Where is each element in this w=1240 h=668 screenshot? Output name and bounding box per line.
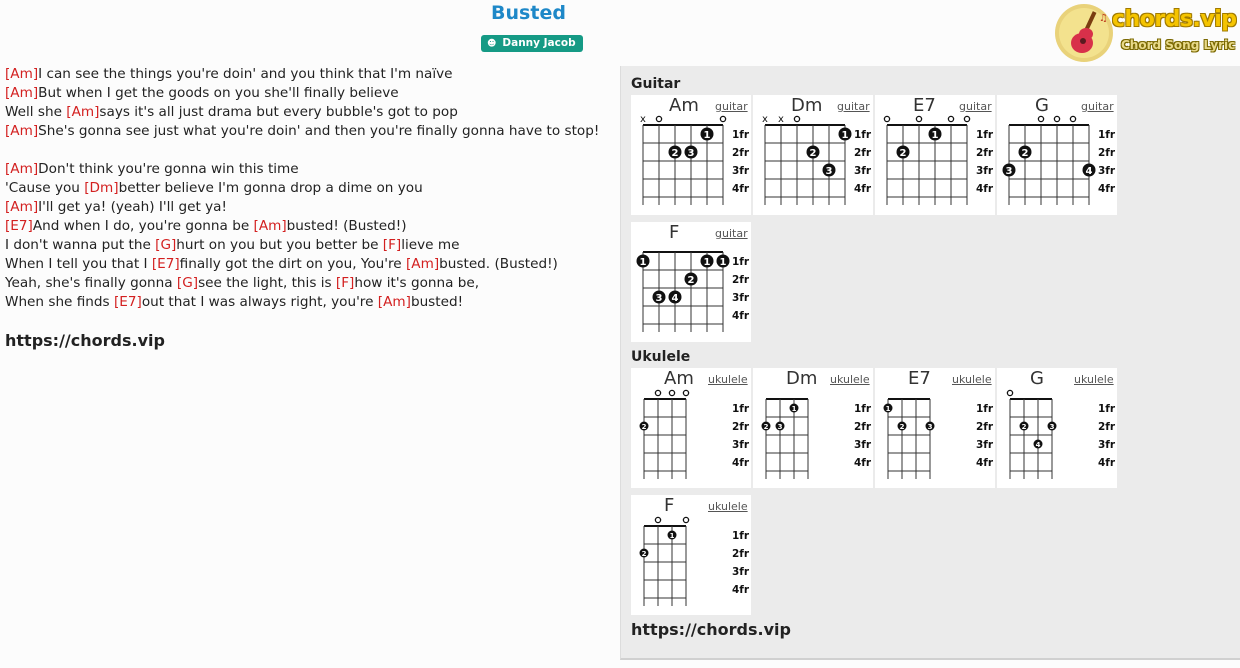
finger-number: 3 xyxy=(687,148,695,159)
chord-diagrams-panel xyxy=(620,66,1240,660)
finger-number: 1 xyxy=(703,130,711,141)
lyric-line xyxy=(5,274,605,293)
finger-number: 4 xyxy=(671,293,679,304)
lyric-text: busted! xyxy=(410,294,464,310)
fret-label: 4fr xyxy=(854,457,872,469)
chord-diagram xyxy=(631,495,751,615)
lyric-text: busted. (Busted!) xyxy=(439,256,558,272)
finger-number: 1 xyxy=(791,405,797,413)
chord-name: E7 xyxy=(913,95,936,116)
chord-name: Am xyxy=(669,95,699,116)
muted-string-marker: x xyxy=(778,114,784,125)
finger-number: 1 xyxy=(703,257,711,268)
fret-label: 2fr xyxy=(976,421,994,433)
instrument-link[interactable]: ukulele xyxy=(952,373,992,386)
logo-text: chords.vip xyxy=(1112,7,1237,32)
finger-number: 1 xyxy=(885,405,891,413)
finger-number: 2 xyxy=(809,148,817,159)
chord-marker[interactable]: [Am] xyxy=(66,104,100,120)
open-string-marker xyxy=(683,390,688,395)
chord-marker[interactable]: [Am] xyxy=(5,66,39,82)
fret-label: 4fr xyxy=(732,457,750,469)
instrument-link[interactable]: ukulele xyxy=(708,373,748,386)
blank-line xyxy=(5,141,605,160)
finger-number: 2 xyxy=(899,423,905,431)
chord-marker[interactable]: [F] xyxy=(382,237,402,253)
lyric-text: I don't wanna put the xyxy=(5,237,156,253)
lyric-text: Don't think you're gonna win this time xyxy=(38,161,299,177)
guitar-chord-dm[interactable] xyxy=(753,95,873,215)
site-logo[interactable] xyxy=(1055,3,1235,63)
fret-label: 3fr xyxy=(854,165,872,177)
chord-diagram xyxy=(997,368,1117,488)
finger-number: 4 xyxy=(1035,441,1041,449)
open-string-marker xyxy=(655,390,660,395)
lyric-text: busted! (Busted!) xyxy=(286,218,407,234)
instrument-link[interactable]: guitar xyxy=(959,100,992,113)
guitar-logo-icon xyxy=(1055,3,1115,63)
guitar-chord-f[interactable] xyxy=(631,222,751,342)
finger-number: 2 xyxy=(641,550,647,558)
open-string-marker xyxy=(1054,116,1059,121)
chord-name: F xyxy=(669,222,680,243)
instrument-link[interactable]: guitar xyxy=(837,100,870,113)
chord-diagram xyxy=(997,95,1117,215)
chord-name: Dm xyxy=(786,368,818,389)
fret-label: 1fr xyxy=(854,403,872,415)
chord-marker[interactable]: [E7] xyxy=(113,294,142,310)
lyric-line xyxy=(5,217,605,236)
chord-diagram xyxy=(631,222,751,342)
lyric-line xyxy=(5,255,605,274)
lyric-text: finally got the dirt on you, You're xyxy=(179,256,406,272)
chord-marker[interactable]: [Dm] xyxy=(84,180,119,196)
fret-label: 1fr xyxy=(732,256,750,268)
panel-site-link[interactable]: https://chords.vip xyxy=(631,620,791,639)
finger-number: 1 xyxy=(719,257,727,268)
fret-label: 2fr xyxy=(854,147,872,159)
fret-label: 2fr xyxy=(732,274,750,286)
chord-marker[interactable]: [E7] xyxy=(151,256,180,272)
instrument-link[interactable]: ukulele xyxy=(708,500,748,513)
fret-label: 2fr xyxy=(1098,147,1116,159)
finger-number: 4 xyxy=(1085,166,1093,177)
open-string-marker xyxy=(683,517,688,522)
fret-label: 1fr xyxy=(732,530,750,542)
chord-name: G xyxy=(1030,368,1044,389)
lyric-text: She's gonna see just what you're doin' and then you're finally gonna have to stop! xyxy=(38,123,600,139)
finger-number: 1 xyxy=(841,130,849,141)
instrument-link[interactable]: ukulele xyxy=(1074,373,1114,386)
fret-label: 4fr xyxy=(976,457,994,469)
ukulele-chord-g[interactable] xyxy=(997,368,1117,488)
fret-label: 3fr xyxy=(854,439,872,451)
lyric-text: I can see the things you're doin' and you think that I'm naïve xyxy=(38,66,453,82)
finger-number: 1 xyxy=(669,532,675,540)
chord-name: E7 xyxy=(908,368,931,389)
lyric-text: out that I was always right, you're xyxy=(141,294,378,310)
fret-label: 4fr xyxy=(1098,457,1116,469)
lyric-text: Well she xyxy=(5,104,67,120)
chord-name: F xyxy=(664,495,675,516)
fret-label: 3fr xyxy=(1098,439,1116,451)
open-string-marker xyxy=(964,116,969,121)
chord-marker[interactable]: [Am] xyxy=(5,85,39,101)
finger-number: 1 xyxy=(931,130,939,141)
lyric-text: And when I do, you're gonna be xyxy=(32,218,254,234)
lyric-text: lieve me xyxy=(401,237,460,253)
fret-label: 1fr xyxy=(976,129,994,141)
lyric-line xyxy=(5,293,605,312)
instrument-link[interactable]: guitar xyxy=(1081,100,1114,113)
lyric-text: When she finds xyxy=(5,294,114,310)
chord-marker[interactable]: [Am] xyxy=(5,123,39,139)
fret-label: 4fr xyxy=(732,183,750,195)
guitar-chord-g[interactable] xyxy=(997,95,1117,215)
artist-name: Danny Jacob xyxy=(502,37,576,49)
fret-label: 3fr xyxy=(732,439,750,451)
open-string-marker xyxy=(656,116,661,121)
chord-marker[interactable]: [Am] xyxy=(377,294,411,310)
chord-name: G xyxy=(1035,95,1049,116)
chord-marker[interactable]: [F] xyxy=(335,275,355,291)
instrument-link[interactable]: guitar xyxy=(715,100,748,113)
fret-label: 4fr xyxy=(732,584,750,596)
lyric-text: I'll get ya! (yeah) I'll get ya! xyxy=(38,199,227,215)
ukulele-chord-dm[interactable] xyxy=(753,368,873,488)
muted-string-marker: x xyxy=(640,114,646,125)
fret-label: 1fr xyxy=(854,129,872,141)
open-string-marker xyxy=(794,116,799,121)
fret-label: 3fr xyxy=(976,439,994,451)
guitar-chord-am[interactable] xyxy=(631,95,751,215)
finger-number: 3 xyxy=(825,166,833,177)
fret-label: 2fr xyxy=(854,421,872,433)
logo-subtitle: Chord Song Lyric xyxy=(1121,38,1236,52)
guitar-section-title: Guitar xyxy=(631,76,681,92)
fret-label: 3fr xyxy=(976,165,994,177)
instrument-link[interactable]: ukulele xyxy=(830,373,870,386)
chord-name: Dm xyxy=(791,95,823,116)
lyric-line xyxy=(5,122,605,141)
lyric-line xyxy=(5,198,605,217)
open-string-marker xyxy=(669,390,674,395)
fret-label: 2fr xyxy=(732,147,750,159)
lyric-line xyxy=(5,236,605,255)
lyric-text: says it's all just drama but every bubble's got to pop xyxy=(99,104,458,120)
fret-label: 4fr xyxy=(976,183,994,195)
instrument-link[interactable]: guitar xyxy=(715,227,748,240)
finger-number: 3 xyxy=(927,423,933,431)
person-icon: ☻ xyxy=(487,39,497,49)
lyric-line xyxy=(5,84,605,103)
finger-number: 3 xyxy=(1005,166,1013,177)
chord-marker[interactable]: [Am] xyxy=(253,218,287,234)
fret-label: 1fr xyxy=(732,129,750,141)
fret-label: 3fr xyxy=(732,292,750,304)
ukulele-chord-f[interactable] xyxy=(631,495,751,615)
fret-label: 4fr xyxy=(1098,183,1116,195)
lyric-line xyxy=(5,65,605,84)
finger-number: 3 xyxy=(655,293,663,304)
finger-number: 2 xyxy=(1021,423,1027,431)
open-string-marker xyxy=(948,116,953,121)
fret-label: 3fr xyxy=(732,566,750,578)
fret-label: 2fr xyxy=(732,421,750,433)
lyrics-block xyxy=(5,65,605,312)
open-string-marker xyxy=(655,517,660,522)
fret-label: 3fr xyxy=(732,165,750,177)
fret-label: 1fr xyxy=(1098,403,1116,415)
lyric-line xyxy=(5,179,605,198)
open-string-marker xyxy=(720,116,725,121)
fret-label: 1fr xyxy=(732,403,750,415)
open-string-marker xyxy=(1070,116,1075,121)
ukulele-section-title: Ukulele xyxy=(631,349,691,365)
song-title: Busted xyxy=(491,2,566,24)
chord-marker[interactable]: [G] xyxy=(176,275,199,291)
open-string-marker xyxy=(916,116,921,121)
open-string-marker xyxy=(884,116,889,121)
chord-marker[interactable]: [Am] xyxy=(5,161,39,177)
ukulele-chord-am[interactable] xyxy=(631,368,751,488)
lyric-text: how it's gonna be, xyxy=(354,275,480,291)
finger-number: 2 xyxy=(763,423,769,431)
chord-diagram xyxy=(875,368,995,488)
lyric-text: 'Cause you xyxy=(5,180,85,196)
fret-label: 4fr xyxy=(732,310,750,322)
finger-number: 2 xyxy=(641,423,647,431)
chord-marker[interactable]: [Am] xyxy=(406,256,440,272)
lyric-text: When I tell you that I xyxy=(5,256,152,272)
chord-marker[interactable]: [E7] xyxy=(5,218,33,234)
fret-label: 4fr xyxy=(854,183,872,195)
ukulele-chord-e7[interactable] xyxy=(875,368,995,488)
fret-label: 1fr xyxy=(1098,129,1116,141)
chord-marker[interactable]: [Am] xyxy=(5,199,39,215)
open-string-marker xyxy=(1007,390,1012,395)
lyric-text: But when I get the goods on you she'll finally believe xyxy=(38,85,399,101)
chord-marker[interactable]: [G] xyxy=(155,237,177,253)
finger-number: 3 xyxy=(777,423,783,431)
fret-label: 2fr xyxy=(976,147,994,159)
finger-number: 2 xyxy=(687,275,695,286)
site-link[interactable]: https://chords.vip xyxy=(5,331,165,350)
svg-text:♫: ♫ xyxy=(1099,13,1108,24)
lyric-text: better believe I'm gonna drop a dime on you xyxy=(118,180,423,196)
fret-label: 3fr xyxy=(1098,165,1116,177)
lyric-text: hurt on you but you better be xyxy=(176,237,383,253)
finger-number: 2 xyxy=(671,148,679,159)
artist-badge[interactable] xyxy=(481,35,583,52)
muted-string-marker: x xyxy=(762,114,768,125)
fret-label: 1fr xyxy=(976,403,994,415)
chord-name: Am xyxy=(664,368,694,389)
finger-number: 3 xyxy=(1049,423,1055,431)
lyric-text: see the light, this is xyxy=(198,275,336,291)
lyric-text: Yeah, she's finally gonna xyxy=(5,275,177,291)
open-string-marker xyxy=(1038,116,1043,121)
guitar-chord-e7[interactable] xyxy=(875,95,995,215)
finger-number: 2 xyxy=(899,148,907,159)
lyric-line xyxy=(5,160,605,179)
finger-number: 2 xyxy=(1021,148,1029,159)
fret-label: 2fr xyxy=(1098,421,1116,433)
finger-number: 1 xyxy=(639,257,647,268)
fret-label: 2fr xyxy=(732,548,750,560)
lyric-line xyxy=(5,103,605,122)
